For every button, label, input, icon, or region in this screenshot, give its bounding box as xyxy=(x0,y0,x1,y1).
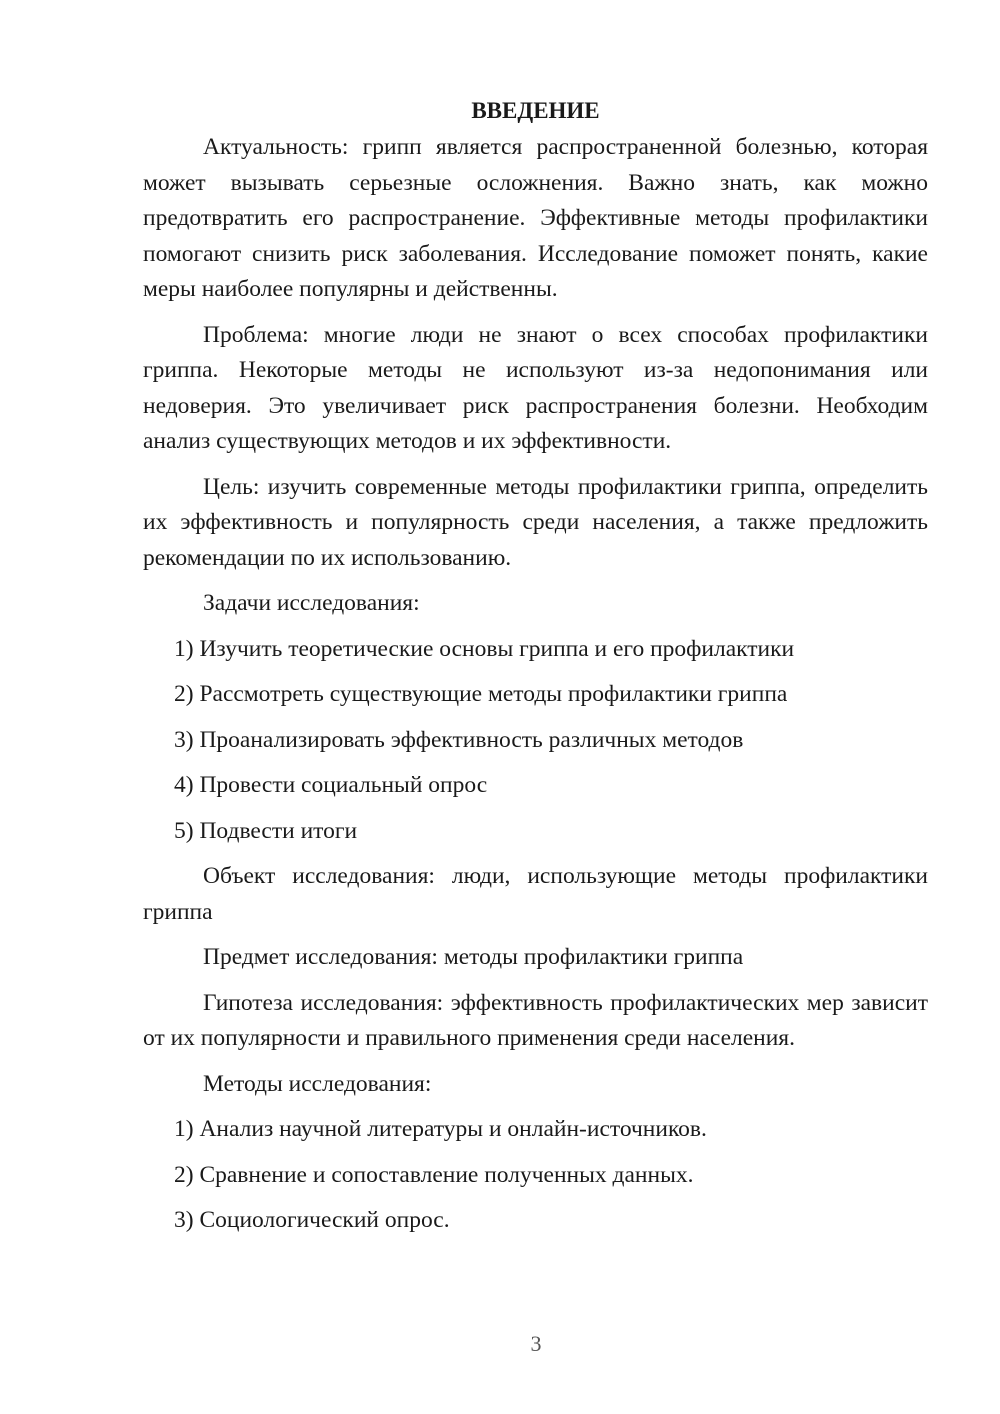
task-item: 4) Провести социальный опрос xyxy=(174,772,488,798)
section-title: ВВЕДЕНИЕ xyxy=(471,98,600,123)
methods-list xyxy=(143,1112,928,1239)
task-item: 3) Проанализировать эффективность различных методов xyxy=(174,726,744,753)
object-paragraph: Объект исследования: люди, использующие методы профилактики гриппа xyxy=(143,863,928,925)
page-content xyxy=(143,93,928,1249)
method-item: 1) Анализ научной литературы и онлайн-источников. xyxy=(174,1116,707,1142)
method-item: 2) Сравнение и сопоставление полученных данных. xyxy=(174,1161,694,1188)
task-item: 5) Подвести итоги xyxy=(174,817,358,844)
task-item: 2) Рассмотреть существующие методы профилактики гриппа xyxy=(174,681,788,707)
subject-line: Предмет исследования: методы профилактики гриппа xyxy=(203,944,744,970)
tasks-heading: Задачи исследования: xyxy=(203,590,420,616)
tasks-list xyxy=(143,632,928,850)
problem-paragraph: Проблема: многие люди не знают о всех способах профилактики гриппа. Некоторые методы не используют из-за недопонимания или недоверия. Это увеличивает риск распространения болезни. Необходим анализ существующих методов и их эффективности. xyxy=(143,321,928,454)
page-number: 3 xyxy=(530,1331,542,1356)
task-item: 1) Изучить теоретические основы гриппа и его профилактики xyxy=(174,635,795,662)
hypothesis-paragraph: Гипотеза исследования: эффективность профилактических мер зависит от их популярности и правильного применения среди населения. xyxy=(143,989,928,1051)
goal-paragraph: Цель: изучить современные методы профилактики гриппа, определить их эффективность и популярность среди населения, а также предложить рекомендации по их использованию. xyxy=(143,473,928,571)
method-item: 3) Социологический опрос. xyxy=(174,1207,450,1233)
relevance-paragraph: Актуальность: грипп является распространенной болезнью, которая может вызывать серьезные осложнения. Важно знать, как можно предотвратить его распространение. Эффективные методы профилактики помогают снизить риск заболевания. Исследование поможет понять, какие меры наиболее популярны и действенны. xyxy=(143,134,928,302)
methods-heading: Методы исследования: xyxy=(203,1070,432,1097)
